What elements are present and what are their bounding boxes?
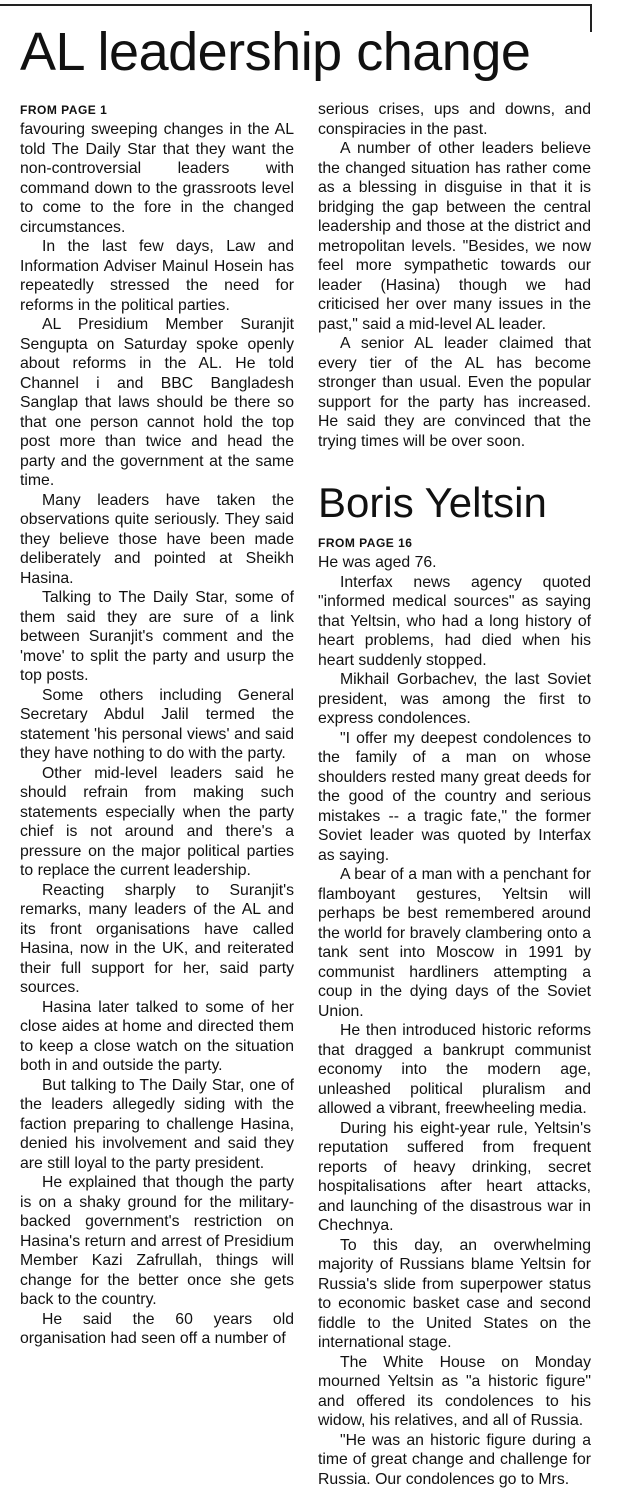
top-rule [0, 4, 592, 6]
paragraph: "I offer my deepest condolences to the family of a man on whose shoulders rested many great deeds for the good of the country and serious mistakes -- a tragic fate," the former Soviet leader was quoted by Interfax as saying. [318, 729, 591, 864]
paragraph: AL Presidium Member Suranjit Sengupta on Saturday spoke openly about reforms in the AL. He told Channel i and BBC Bangladesh Sanglap that laws should be there so that one person cannot hold the top post more than twice and head the party and the government at the same time. [20, 316, 294, 489]
right-column [318, 100, 591, 1497]
paragraph: Mikhail Gorbachev, the last Soviet president, was among the first to express condolences. [318, 671, 591, 727]
paragraph: He said the 60 years old organisation had seen off a number of [20, 1310, 294, 1347]
paragraph: But talking to The Daily Star, one of the leaders allegedly siding with the faction preparing to challenge Hasina, denied his involvement and said they are still loyal to the party president. [20, 1076, 294, 1172]
paragraph: Other mid-level leaders said he should refrain from making such statements especially when the party chief is not around and there's a pressure on the major political parties to replace the current leadership. [20, 764, 294, 879]
paragraph: Hasina later talked to some of her close aides at home and directed them to keep a close watch on the situation both in and outside the party. [20, 998, 294, 1074]
paragraph: Many leaders have taken the observations quite seriously. They said they believe those have been made deliberately and pointed at Sheikh Hasina. [20, 491, 294, 587]
paragraph: He then introduced historic reforms that dragged a bankrupt communist economy into the modern age, unleashed political pluralism and allowed a vibrant, freewheeling media. [318, 1022, 591, 1117]
kicker-from-page-16: FROM PAGE 16 [318, 536, 413, 550]
paragraph: The White House on Monday mourned Yeltsin as "a historic figure" and offered its condolences to his widow, his relatives, and all of Russia. [318, 1353, 591, 1429]
paragraph: Interfax news agency quoted "informed medical sources" as saying that Yeltsin, who had a long history of heart problems, had died when his heart suddenly stopped. [318, 573, 591, 669]
kicker-from-page-1: FROM PAGE 1 [20, 103, 108, 117]
paragraph: Talking to The Daily Star, some of them said they are sure of a link between Suranjit's comment and the 'move' to split the party and usurp the top posts. [20, 589, 294, 684]
paragraph: During his eight-year rule, Yeltsin's reputation suffered from frequent reports of heavy drinking, secret hospitalisations after heart attacks, and launching of the disastrous war in Chechnya. [318, 1119, 591, 1234]
paragraph: A senior AL leader claimed that every tier of the AL has become stronger than usual. Even the popular support for the party has increased. He said they are convinced that the trying times will be over soon. [318, 335, 591, 450]
column-rule [590, 4, 592, 32]
paragraph: He was aged 76. [318, 554, 437, 571]
paragraph: Reacting sharply to Suranjit's remarks, many leaders of the AL and its front organisations have called Hasina, now in the UK, and reiterated their full support for her, said party sources. [20, 881, 294, 996]
headline-al-leadership: AL leadership change [20, 22, 531, 82]
paragraph: In the last few days, Law and Information Adviser Mainul Hosein has repeatedly stressed the need for reforms in the political parties. [20, 238, 294, 314]
paragraph: A bear of a man with a penchant for flamboyant gestures, Yeltsin will perhaps be best remembered around the world for bravely clambering onto a tank sent into Moscow in 1991 by communist hardliners attempting a coup in the dying days of the Soviet Union. [318, 866, 591, 1020]
paragraph: To this day, an overwhelming majority of Russians blame Yeltsin for Russia's slide from superpower status to economic basket case and second fiddle to the United States on the international stage. [318, 1236, 591, 1351]
paragraph: Some others including General Secretary Abdul Jalil termed the statement 'his personal views' and said they have nothing to do with the party. [20, 686, 294, 762]
paragraph: A number of other leaders believe the changed situation has rather come as a blessing in disguise in that it is bridging the gap between the central leadership and those at the district and metropolitan levels. "Besides, we now feel more sympathetic towards our leader (Hasina) though we had criticised her over many issues in the past," said a mid-level AL leader. [318, 140, 591, 333]
headline-boris-yeltsin: Boris Yeltsin [318, 479, 547, 526]
paragraph: He explained that though the party is on a shaky ground for the military-backed government's restriction on Hasina's return and arrest of Presidium Member Kazi Zafrullah, things will change for the better once she gets back to the country. [20, 1174, 294, 1308]
paragraph: favouring sweeping changes in the AL told The Daily Star that they want the non-controversial leaders with command down to the grassroots level to come to the fore in the changed circumstances. [20, 121, 294, 236]
left-column [20, 100, 294, 1497]
paragraph: "He was an historic figure during a time of great change and challenge for Russia. Our condolences go to Mrs. [318, 1431, 591, 1488]
paragraph: serious crises, ups and downs, and conspiracies in the past. [318, 101, 591, 138]
